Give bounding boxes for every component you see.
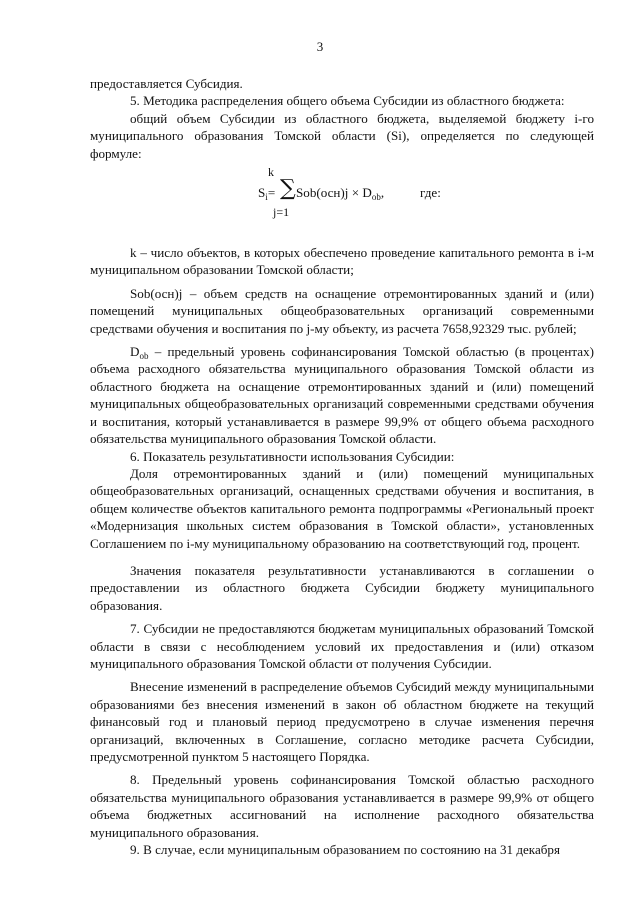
- paragraph-k-definition: k – число объектов, в которых обеспечено проведение капитального ремонта в i-м муниципальном образовании Томской области;: [90, 245, 594, 278]
- formula-lower-limit: j=1: [273, 205, 290, 220]
- formula-where: где:: [420, 185, 441, 201]
- paragraph-indicator: Доля отремонтированных зданий и (или) помещений муниципальных общеобразовательных организаций, оснащенных средствами обучения и воспитания, в общем количестве объектов капитального ремонта подпрограммы «Региональный проект «Модернизация школьных систем образования в Томской области», установленных Соглашением по i-му муниципальному образованию на соответствующий год, процент.: [90, 465, 594, 551]
- formula: [90, 164, 594, 236]
- paragraph-section-7: 7. Субсидии не предоставляются бюджетам муниципальных образований Томской области в связи с несоблюдением условий их предоставления и (или) отказом муниципального образования Томской области от получения Субсидии.: [90, 621, 594, 671]
- paragraph-sob-definition: Sob(осн)j – объем средств на оснащение отремонтированных зданий и (или) помещений муниципальных общеобразовательных организаций современными средствами обучения и воспитания по j-му объекту, из расчета 7658,92329 тыс. рублей;: [90, 285, 594, 336]
- paragraph-total-subsidy: общий объем Субсидии из областного бюджета, выделяемой бюджету i-го муниципального образования Томской области (Si), определяется по следующей формуле:: [90, 110, 594, 161]
- document-body: [90, 75, 594, 858]
- paragraph-dob-definition: $D_{ob}$ – предельный уровень софинансирования Томской областью (в процентах) объема расходного обязательства муниципального образования Томской области из областного бюджета на оснащение отремонтированных зданий и (или) помещений муниципальных общеобразовательных организаций современными средствами обучения и воспитания, который устанавливается в размере 99,9% от общего объема расходного обязательства муниципального образования Томской области.: [90, 344, 594, 447]
- formula-term: $Sob(осн)j \times D_{ob}$,: [296, 185, 385, 203]
- paragraph-section-5: 5. Методика распределения общего объема Субсидии из областного бюджета:: [130, 93, 565, 109]
- formula-upper-limit: k: [268, 165, 274, 180]
- paragraph-indicator-values: Значения показателя результативности устанавливаются в соглашении о предоставлении из областного бюджета Субсидии бюджету муниципального образования.: [90, 562, 594, 613]
- paragraph-continuation: предоставляется Субсидия.: [90, 76, 243, 91]
- paragraph-section-9: 9. В случае, если муниципальным образованием по состоянию на 31 декабря: [130, 842, 560, 858]
- formula-sum-sign: ∑: [280, 176, 296, 202]
- paragraph-section-6: 6. Показатель результативности использования Субсидии:: [130, 448, 455, 464]
- page-number: 3: [316, 39, 324, 54]
- paragraph-changes: Внесение изменений в распределение объемов Субсидий между муниципальными образованиями без внесения изменений в закон об областном бюджете на текущий финансовый год и плановый период предусмотрено в случае изменения перечня организаций, включенных в Соглашение, согласно методике расчета Субсидии, предусмотренной пунктом 5 настоящего Порядка.: [90, 679, 594, 764]
- formula-lhs: $S_i=$: [258, 185, 276, 203]
- paragraph-section-8: 8. Предельный уровень софинансирования Томской областью расходного обязательства муниципального образования устанавливается в размере 99,9% от общего объема бюджетных ассигнований на исполнение расходного обязательства муниципального образования.: [90, 772, 594, 840]
